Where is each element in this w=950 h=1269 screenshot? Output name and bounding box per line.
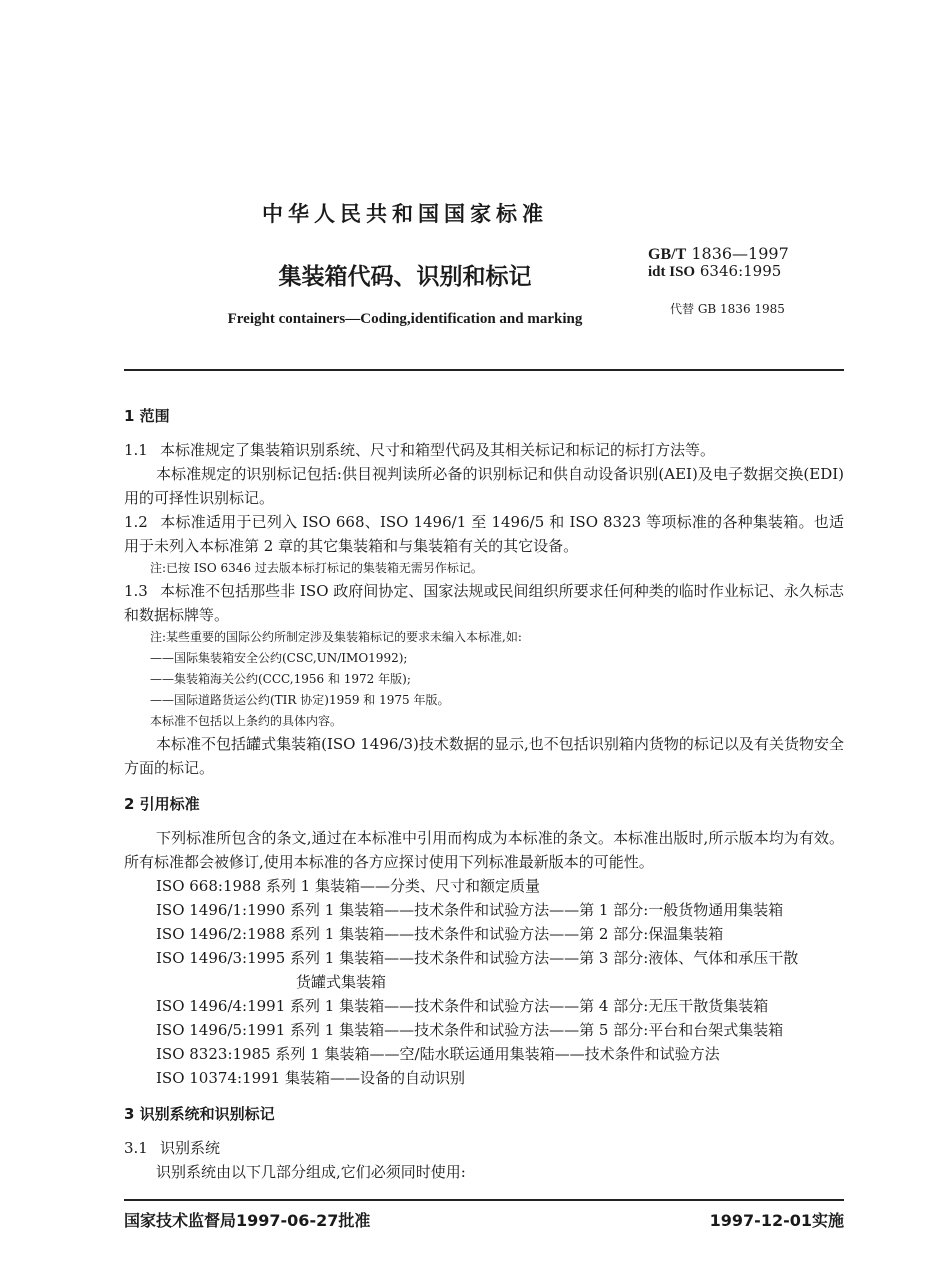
section-1-heading: 1 范围	[124, 407, 170, 425]
reference-item-continued	[124, 970, 844, 994]
clause-number: 1.2	[124, 513, 148, 531]
reference-item: ISO 8323:1985 系列 1 集装箱——空/陆水联运通用集装箱——技术条件和试验方法	[156, 1045, 720, 1063]
section-2-heading: 2 引用标准	[124, 795, 200, 813]
idt-number: 6346:1995	[699, 262, 782, 280]
clause-number: 1.1	[124, 441, 148, 459]
reference-item: ISO 1496/4:1991 系列 1 集装箱——技术条件和试验方法——第 4 部分:无压干散货集装箱	[156, 997, 769, 1015]
clause-text: 本标准规定了集装箱识别系统、尺寸和箱型代码及其相关标记和标记的标打方法等。	[160, 441, 716, 459]
document-title-cn: 集装箱代码、识别和标记	[278, 264, 532, 290]
effective-date: 1997-12-01实施	[709, 1211, 844, 1230]
clause-text: 本标准适用于已列入 ISO 668、ISO 1496/1 至 1496/5 和 ISO 8323 等项标准的各种集装箱。也适用于未列入本标准第 2 章的其它集装箱和与集装箱有关的其它设备。	[124, 513, 844, 555]
clause-number: 3.1	[124, 1139, 148, 1157]
reference-item: ISO 1496/1:1990 系列 1 集装箱——技术条件和试验方法——第 1 部分:一般货物通用集装箱	[156, 901, 784, 919]
note-item: ——国际集装箱安全公约(CSC,UN/IMO1992);	[150, 651, 408, 665]
document-title-en: Freight containers—Coding,identification and marking	[227, 311, 583, 327]
clause-title: 识别系统	[160, 1139, 221, 1157]
clause-number: 1.3	[124, 582, 148, 600]
standard-code	[648, 244, 789, 264]
approval-date: 国家技术监督局1997-06-27批准	[124, 1211, 371, 1230]
clause-3-1	[124, 1136, 844, 1160]
note-end: 本标准不包括以上条约的具体内容。	[150, 714, 343, 728]
document-body	[124, 400, 844, 1184]
replaces-note: 代替 GB 1836 1985	[670, 302, 785, 316]
note-item: ——集装箱海关公约(CCC,1956 和 1972 年版);	[150, 672, 411, 686]
footer-divider	[124, 1199, 844, 1201]
paragraph: 本标准不包括罐式集装箱(ISO 1496/3)技术数据的显示,也不包括识别箱内货物的标记以及有关货物安全方面的标记。	[124, 735, 844, 777]
standard-prefix: GB/T	[648, 246, 687, 263]
clause-1-2	[124, 510, 844, 558]
reference-item: ISO 668:1988 系列 1 集装箱——分类、尺寸和额定质量	[156, 877, 540, 895]
section-3-heading: 3 识别系统和识别标记	[124, 1105, 275, 1123]
note-item: ——国际道路货运公约(TIR 协定)1959 和 1975 年版。	[150, 693, 450, 707]
clause-1-1	[124, 438, 844, 462]
paragraph: 本标准规定的识别标记包括:供目视判读所必备的识别标记和供自动设备识别(AEI)及电子数据交换(EDI)用的可择性识别标记。	[124, 465, 844, 507]
reference-item: ISO 1496/2:1988 系列 1 集装箱——技术条件和试验方法——第 2 部分:保温集装箱	[156, 925, 724, 943]
national-standard-title: 中华人民共和国国家标准	[262, 202, 548, 226]
standard-number: 1836—1997	[691, 244, 789, 263]
clause-text: 本标准不包括那些非 ISO 政府间协定、国家法规或民间组织所要求任何种类的临时作业标记、永久标志和数据标牌等。	[124, 582, 844, 624]
clause-1-3	[124, 579, 844, 627]
reference-continuation: 货罐式集装箱	[296, 973, 387, 991]
paragraph: 下列标准所包含的条文,通过在本标准中引用而构成为本标准的条文。本标准出版时,所示版本均为有效。所有标准都会被修订,使用本标准的各方应探讨使用下列标准最新版本的可能性。	[124, 829, 844, 871]
idt-prefix: idt ISO	[648, 264, 696, 280]
reference-item: ISO 1496/3:1995 系列 1 集装箱——技术条件和试验方法——第 3 部分:液体、气体和承压干散	[156, 949, 799, 967]
note-intro: 注:某些重要的国际公约所制定涉及集装箱标记的要求未编入本标准,如:	[150, 630, 522, 644]
idt-code	[648, 262, 781, 281]
reference-item: ISO 1496/5:1991 系列 1 集装箱——技术条件和试验方法——第 5 部分:平台和台架式集装箱	[156, 1021, 784, 1039]
reference-item: ISO 10374:1991 集装箱——设备的自动识别	[156, 1069, 465, 1087]
paragraph: 识别系统由以下几部分组成,它们必须同时使用:	[156, 1163, 466, 1181]
header-divider	[124, 369, 844, 371]
note: 注:已按 ISO 6346 过去版本标打标记的集装箱无需另作标记。	[150, 561, 483, 575]
